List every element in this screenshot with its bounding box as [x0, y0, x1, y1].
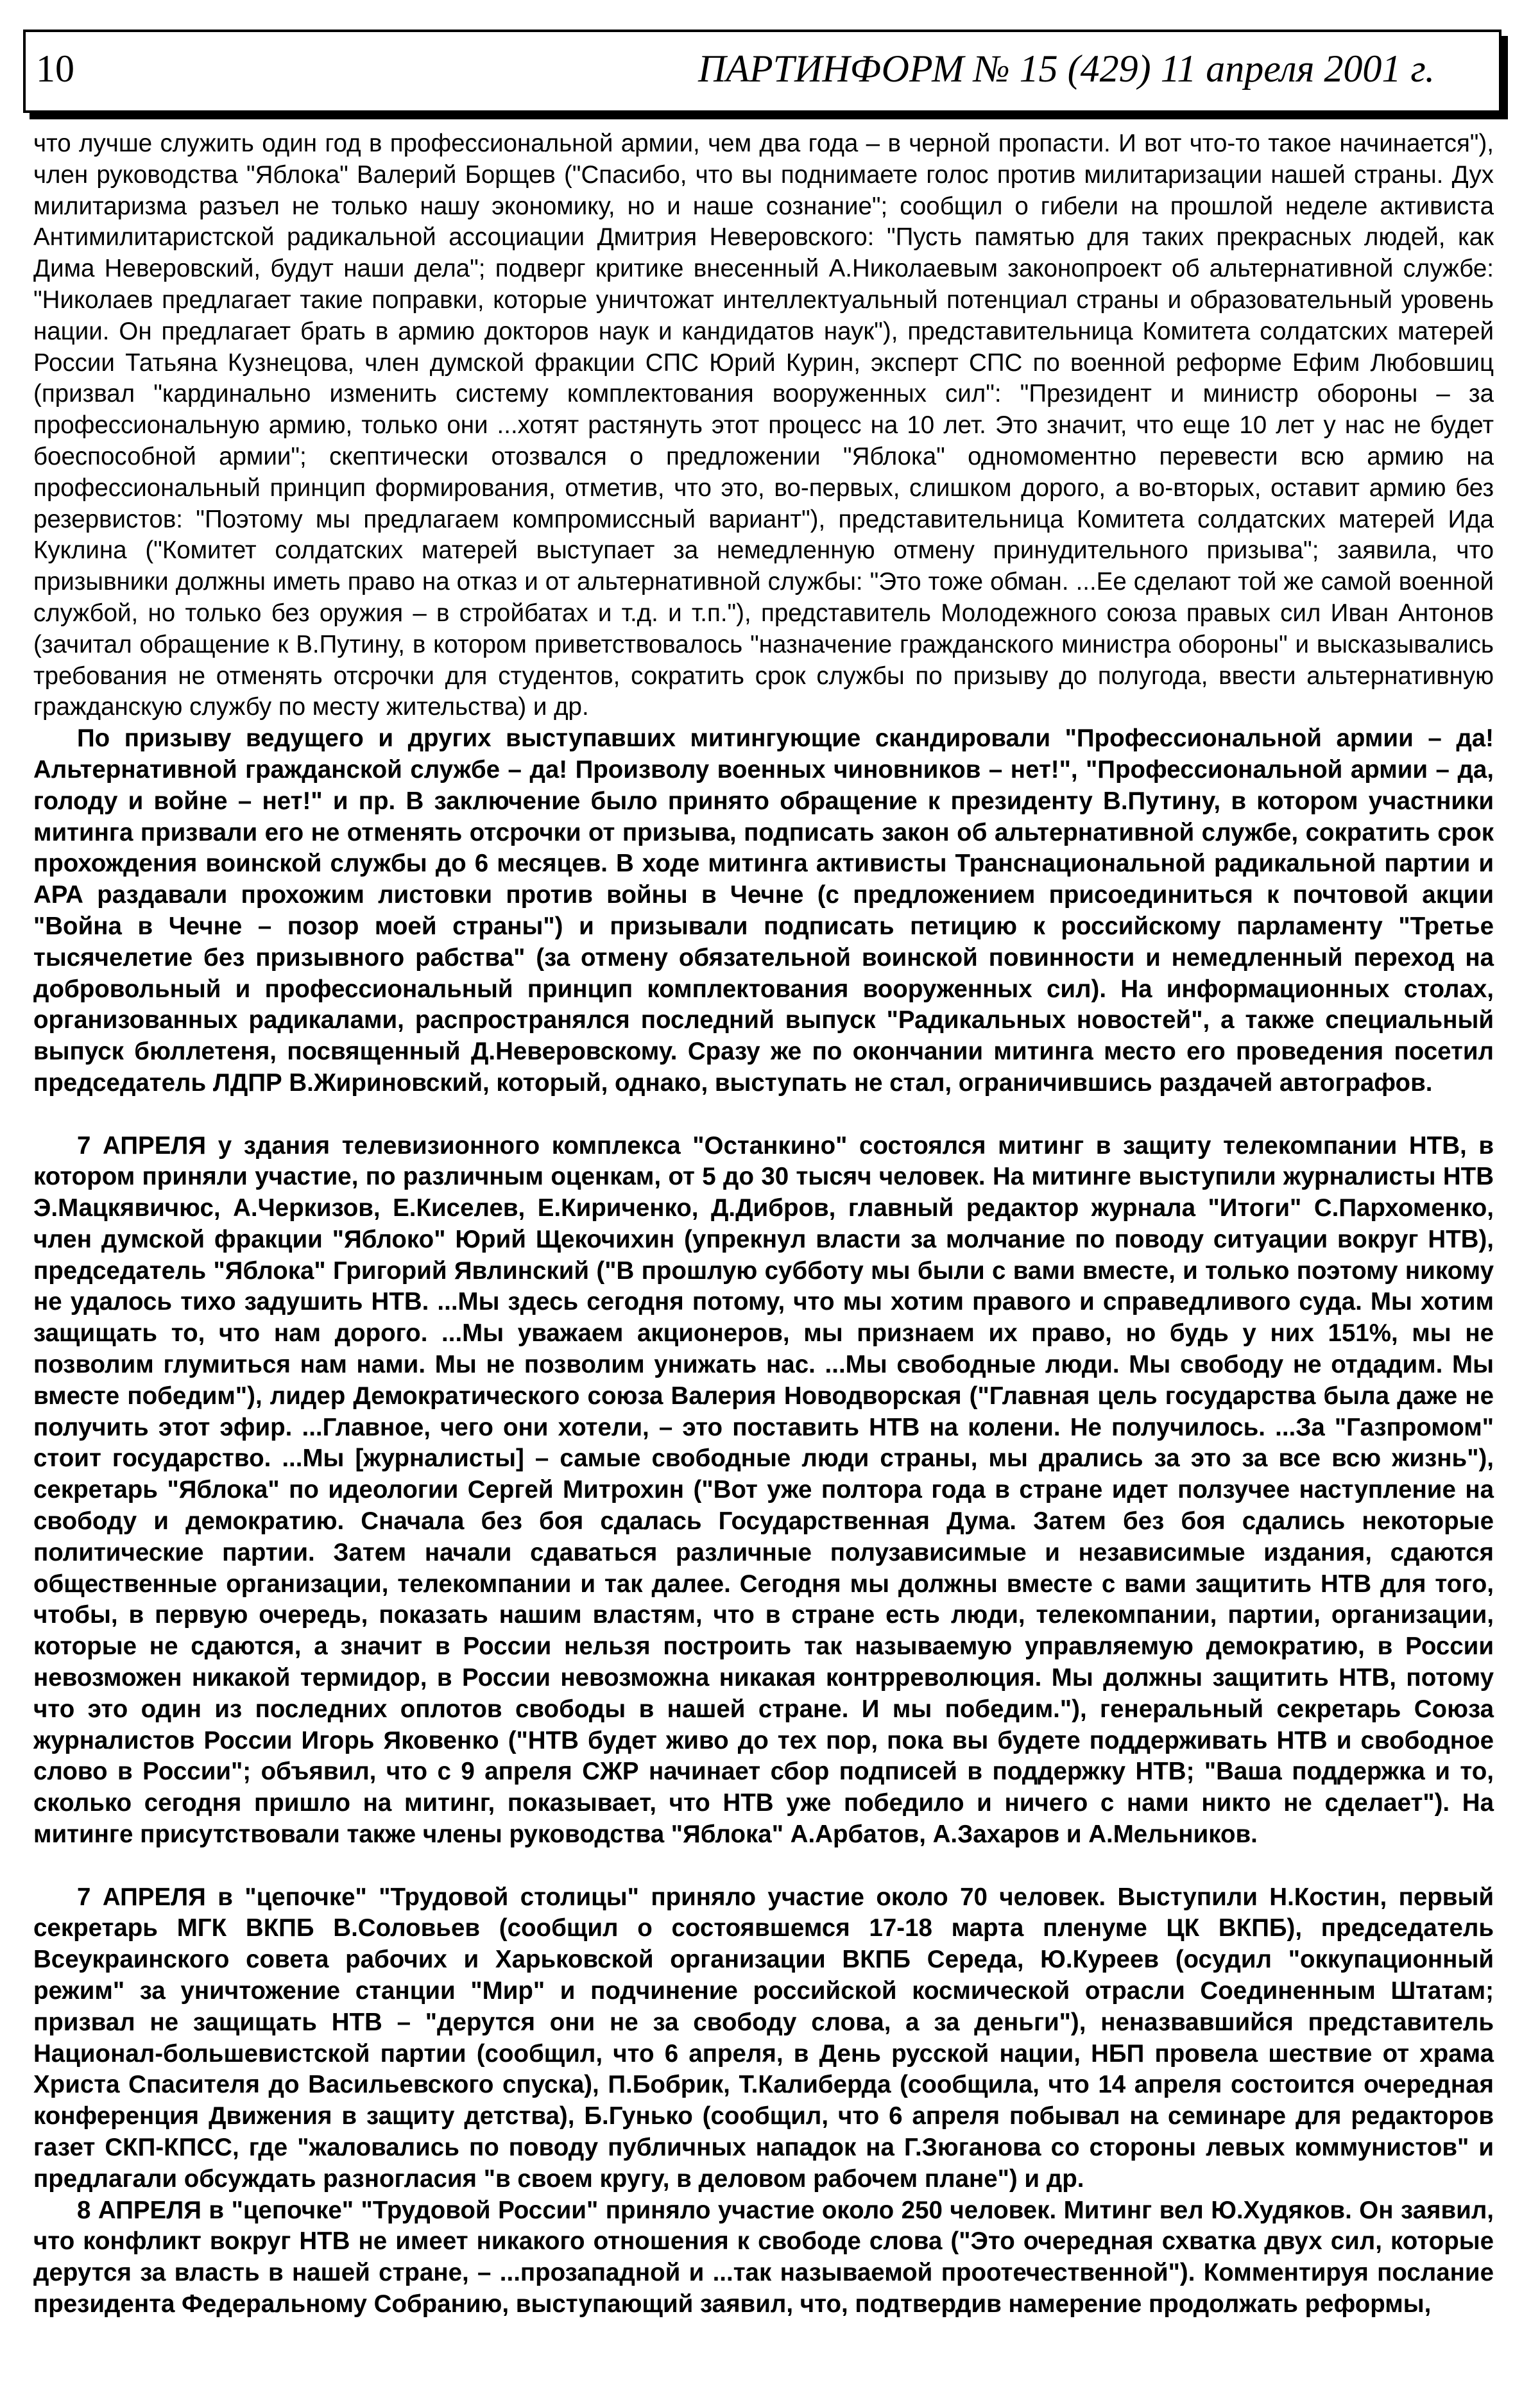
paragraph-april7-ntv: 7 АПРЕЛЯ у здания телевизионного комплекса "Останкино" состоялся митинг в защиту телекомпании НТВ, в котором приняли участие, по различным оценкам, от 5 до 30 тысяч человек. На митинге выступили журналисты НТВ Э.Мацкявичюс, А.Черкизов, Е.Киселев, Е.Кириченко, Д.Дибров, главный редактор журнала "Итоги" С.Пархоменко, член думской фракции "Яблоко" Юрий Щекочихин (упрекнул власти за молчание по поводу ситуации вокруг НТВ), председатель "Яблока" Григорий Явлинский ("В прошлую субботу мы были с вами вместе, и только поэтому никому не удалось тихо задушить НТВ. ...Мы здесь сегодня потому, что мы хотим правого и справедливого суда. Мы хотим защищать то, что нам дорого. ...Мы уважаем акционеров, мы признаем их право, но будь у них 151%, мы не позволим глумиться нам нами. Мы не позволим унижать нас. ...Мы свободные люди. Мы свободу не отдадим. Мы вместе победим"), лидер Демократического союза Валерия Новодворская ("Главная цель государства была даже не получить этот эфир. ...Главное, чего они хотели, – это поставить НТВ на колени. Не получилось. ...За "Газпромом" стоит государство. ...Мы [журналисты] – самые свободные люди страны, мы дрались за это за все всю жизнь"), секретарь "Яблока" по идеологии Сергей Митрохин ("Вот уже полтора года в стране идет ползучее наступление на свободу и демократию. Сначала без боя сдалась Государственная Дума. Затем без боя сдались некоторые политические партии. Затем начали сдаваться различные полузависимые и независимые издания, сдаются общественные организации, телекомпании и так далее. Сегодня мы должны вместе с вами защитить НТВ для того, чтобы, в первую очередь, показать нашим властям, что в стране есть люди, телекомпании, партии, организации, которые не сдаются, а значит в России нельзя построить так называемую управляемую демократию, в России невозможен никакой термидор, в России невозможна никакая контрреволюция. Мы должны защитить НТВ, потому что это один из последних оплотов свободы в нашей стране. И мы победим."), генеральный секретарь Союза журналистов России Игорь Яковенко ("НТВ будет живо до тех пор, пока вы будете поддерживать НТВ и свободное слово в России"; объявил, что с 9 апреля СЖР начинает сбор подписей в поддержку НТВ; "Ваша поддержка и то, сколько сегодня пришло на митинг, показывает, что НТВ уже победило и ничего с нами никто не сделает"). На митинге присутствовали также члены руководства "Яблока" А.Арбатов, А.Захаров и А.Мельников. [33, 1131, 1494, 1849]
article-body [33, 128, 1494, 2320]
publication-title: ПАРТИНФОРМ № 15 (429) 11 апреля 2001 г. [698, 47, 1435, 90]
page-number: 10 [36, 47, 74, 90]
paragraph-rally-slogans: По призыву ведущего и других выступавших митингующие скандировали "Профессиональной армии – да! Альтернативной гражданской службе – да! Произволу военных чиновников – нет!", "Профессиональной армии – да, голоду и войне – нет!" и пр. В заключение было принято обращение к президенту В.Путину, в котором участники митинга призвали его не отменять отсрочки от призыва, подписать закон об альтернативной службе, сократить срок прохождения воинской службы до 6 месяцев. В ходе митинга активисты Транснациональной радикальной партии и АРА раздавали прохожим листовки против войны в Чечне (с предложением присоединиться к почтовой акции "Война в Чечне – позор моей страны") и призывали подписать петицию к российскому парламенту "Третье тысячелетие без призывного рабства" (за отмену обязательной воинской повинности и немедленный переход на добровольный и профессиональный принцип комплектования вооруженных сил). На информационных столах, организованных радикалами, распространялся последний выпуск "Радикальных новостей", а также специальный выпуск бюллетеня, посвященный Д.Неверовскому. Сразу же по окончании митинга место его проведения посетил председатель ЛДПР В.Жириновский, который, однако, выступать не стал, ограничившись раздачей автографов. [33, 724, 1494, 1097]
paragraph-april7-chain: 7 АПРЕЛЯ в "цепочке" "Трудовой столицы" приняло участие около 70 человек. Выступили Н.Костин, первый секретарь МГК ВКПБ В.Соловьев (сообщил о состоявшемся 17-18 марта пленуме ЦК ВКПБ), председатель Всеукраинского совета рабочих и Харьковской организации ВКПБ Середа, Ю.Куреев (осудил "оккупационный режим" за уничтожение станции "Мир" и подчинение российской космической отрасли Соединенным Штатам; призвал не защищать НТВ – "дерутся они не за свободу слова, а за деньги"), неназвавшийся представитель Национал-большевистской партии (сообщил, что 6 апреля, в День русской нации, НБП провела шествие от храма Христа Спасителя до Васильевского спуска), П.Бобрик, Т.Калиберда (сообщила, что 14 апреля состоится очередная конференция Движения в защиту детства), Б.Гунько (сообщил, что 6 апреля побывал на семинаре для редакторов газет СКП-КПСС, где "жаловались по поводу публичных нападок на Г.Зюганова со стороны левых коммунистов" и предлагали обсуждать разногласия "в своем кругу, в деловом рабочем плане") и др. [33, 1883, 1494, 2193]
page-header [23, 30, 1502, 113]
paragraph-april8-chain: 8 АПРЕЛЯ в "цепочке" "Трудовой России" приняло участие около 250 человек. Митинг вел Ю.Худяков. Он заявил, что конфликт вокруг НТВ не имеет никакого отношения к свободе слова ("Это очередная схватка двух сил, которые дерутся за власть в нашей стране, – ...прозападной и ...так называемой проотечественной"). Комментируя послание президента Федеральному Собранию, выступающий заявил, что, подтвердив намерение продолжать реформы, [33, 2196, 1494, 2318]
paragraph-continuation: что лучше служить один год в профессиональной армии, чем два года – в черной пропасти. И вот что-то такое начинается"), член руководства "Яблока" Валерий Борщев ("Спасибо, что вы поднимаете голос против милитаризации нашей страны. Дух милитаризма разъел не только нашу экономику, но и наше сознание"; сообщил о гибели на прошлой неделе активиста Антимилитаристской радикальной ассоциации Дмитрия Неверовского: "Пусть памятью для таких прекрасных людей, как Дима Неверовский, будут наши дела"; подверг критике внесенный А.Николаевым законопроект об альтернативной службе: "Николаев предлагает такие поправки, которые уничтожат интеллектуальный потенциал страны и образовательный уровень нации. Он предлагает брать в армию докторов наук и кандидатов наук"), представительница Комитета солдатских матерей России Татьяна Кузнецова, член думской фракции СПС Юрий Курин, эксперт СПС по военной реформе Ефим Любовшиц (призвал "кардинально изменить систему комплектования вооруженных сил": "Президент и министр обороны – за профессиональную армию, только они ...хотят растянуть этот процесс на 10 лет. Это значит, что еще 10 лет у нас не будет боеспособной армии"; скептически отозвался о предложении "Яблока" одномоментно перевести всю армию на профессиональный принцип формирования, отметив, что это, во-первых, слишком дорого, а во-вторых, оставит армию без резервистов: "Поэтому мы предлагаем компромиссный вариант"), представительница Комитета солдатских матерей Ида Куклина ("Комитет солдатских матерей выступает за немедленную отмену принудительного призыва"; заявила, что призывники должны иметь право на отказ и от альтернативной службы: "Это тоже обман. ...Ее сделают той же самой военной службой, но только без оружия – в стройбатах и т.д. и т.п."), представитель Молодежного союза правых сил Иван Антонов (зачитал обращение к В.Путину, в котором приветствовалось "назначение гражданского министра обороны" и высказывались требования не отменять отсрочки для студентов, сократить срок службы по призыву до полугода, ввести альтернативную гражданскую службу по месту жительства) и др. [33, 130, 1494, 721]
